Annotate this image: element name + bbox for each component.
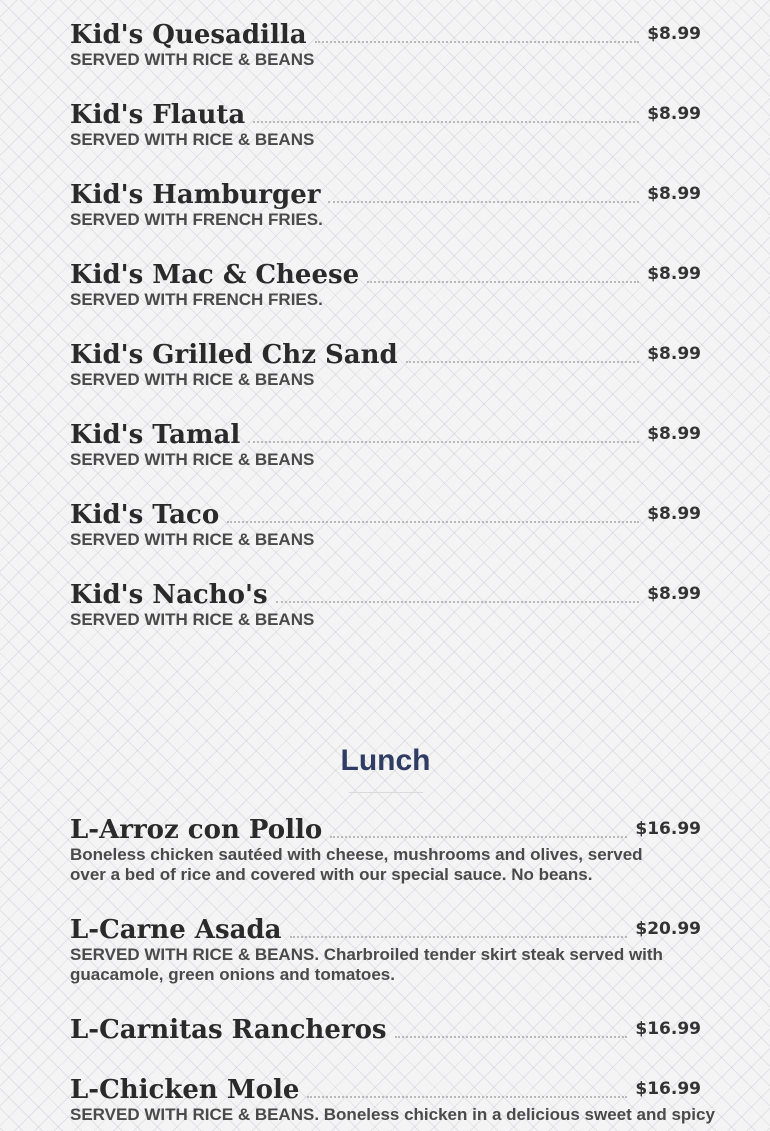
item-description: SERVED WITH FRENCH FRIES. <box>70 290 323 309</box>
item-price: $8.99 <box>647 344 701 364</box>
menu-item-kids-grilled-chz-sand <box>70 336 701 416</box>
item-description: SERVED WITH FRENCH FRIES. <box>70 210 323 229</box>
item-description: SERVED WITH RICE & BEANS <box>70 450 315 469</box>
item-price: $8.99 <box>647 24 701 44</box>
item-price: $8.99 <box>647 184 701 204</box>
dot-leader <box>307 1096 627 1098</box>
dot-leader <box>406 361 639 363</box>
item-name: Kid's Nacho's <box>70 580 268 610</box>
item-name: Kid's Grilled Chz Sand <box>70 340 398 370</box>
item-description: Boneless chicken sautéed with cheese, mushrooms and olives, served over a bed of rice and covered with our special sauce. No beans. <box>70 845 643 884</box>
item-price: $8.99 <box>647 504 701 524</box>
item-description: SERVED WITH RICE & BEANS. Charbroiled tender skirt steak served with guacamole, green onions and tomatoes. <box>70 945 663 984</box>
item-description: SERVED WITH RICE & BEANS <box>70 530 315 549</box>
item-price: $16.99 <box>635 1079 701 1099</box>
dot-leader <box>253 121 639 123</box>
item-name: Kid's Tamal <box>70 420 241 450</box>
dot-leader <box>227 521 639 523</box>
menu-item-l-carnitas-rancheros <box>70 1011 701 1071</box>
item-price: $16.99 <box>635 1019 701 1039</box>
item-price: $8.99 <box>647 584 701 604</box>
dot-leader <box>248 441 639 443</box>
item-name: Kid's Taco <box>70 500 220 530</box>
dot-leader <box>328 201 639 203</box>
item-description: SERVED WITH RICE & BEANS <box>70 50 315 69</box>
menu-item-l-chicken-mole <box>70 1071 715 1131</box>
item-name: L-Chicken Mole <box>70 1075 300 1105</box>
section-title-lunch: Lunch <box>340 744 431 777</box>
menu-item-kids-tamal <box>70 416 701 496</box>
menu-item-l-carne-asada <box>70 911 701 1011</box>
item-price: $8.99 <box>647 424 701 444</box>
menu-item-kids-quesadilla <box>70 16 701 96</box>
item-price: $8.99 <box>647 264 701 284</box>
item-price: $8.99 <box>647 104 701 124</box>
item-description: SERVED WITH RICE & BEANS. Boneless chicken in a delicious sweet and spicy <box>70 1105 715 1124</box>
dot-leader <box>330 836 627 838</box>
menu-item-kids-taco <box>70 496 701 576</box>
item-description: SERVED WITH RICE & BEANS <box>70 610 315 629</box>
item-price: $16.99 <box>635 819 701 839</box>
item-description: SERVED WITH RICE & BEANS <box>70 130 315 149</box>
dot-leader <box>395 1036 628 1038</box>
item-price: $20.99 <box>635 919 701 939</box>
menu-item-kids-flauta <box>70 96 701 176</box>
menu <box>70 16 715 1131</box>
item-name: Kid's Flauta <box>70 100 246 130</box>
menu-item-kids-mac-cheese <box>70 256 701 336</box>
item-name: L-Carne Asada <box>70 915 282 945</box>
item-name: Kid's Mac & Cheese <box>70 260 360 290</box>
item-name: Kid's Quesadilla <box>70 20 307 50</box>
menu-item-kids-nachos <box>70 576 701 656</box>
item-name: Kid's Hamburger <box>70 180 321 210</box>
item-name: L-Arroz con Pollo <box>70 815 323 845</box>
dot-leader <box>367 281 639 283</box>
item-name: L-Carnitas Rancheros <box>70 1015 387 1045</box>
menu-item-kids-hamburger <box>70 176 701 256</box>
item-description: SERVED WITH RICE & BEANS <box>70 370 315 389</box>
dot-leader <box>276 601 640 603</box>
dot-leader <box>290 936 628 938</box>
section-divider <box>349 792 423 793</box>
menu-item-l-arroz-con-pollo <box>70 811 701 911</box>
dot-leader <box>315 41 640 43</box>
